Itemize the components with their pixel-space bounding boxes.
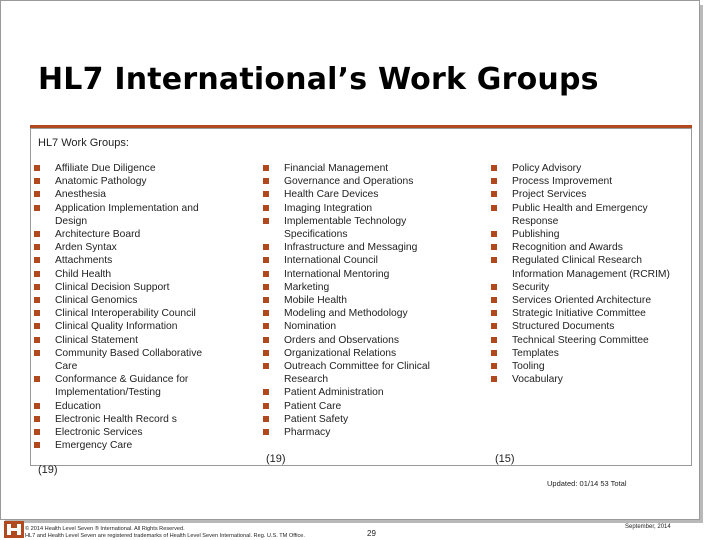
work-group-label: Process Improvement — [512, 176, 613, 188]
square-bullet-icon — [34, 323, 40, 329]
square-bullet-icon — [263, 389, 269, 395]
square-bullet-icon — [491, 337, 497, 343]
work-group-label: Project Services — [512, 189, 587, 201]
square-bullet-icon — [263, 310, 269, 316]
square-bullet-icon — [491, 363, 497, 369]
work-group-column-3 — [491, 162, 691, 386]
work-group-label: International Council — [284, 255, 378, 267]
work-group-label: Structured Documents — [512, 321, 615, 333]
work-group-item — [491, 334, 691, 347]
work-groups-heading: HL7 Work Groups: — [38, 137, 129, 149]
work-group-column-1 — [34, 162, 224, 452]
square-bullet-icon — [34, 244, 40, 250]
square-bullet-icon — [34, 403, 40, 409]
work-group-label: International Mentoring — [284, 268, 390, 280]
work-group-label: Mobile Health — [284, 295, 347, 307]
work-group-label: Strategic Initiative Committee — [512, 308, 646, 320]
square-bullet-icon — [491, 257, 497, 263]
work-group-item — [263, 294, 463, 307]
work-group-label: Arden Syntax — [55, 242, 117, 254]
work-group-item — [34, 307, 224, 320]
work-group-label: Child Health — [55, 268, 112, 280]
work-group-item — [263, 320, 463, 333]
work-group-label: Architecture Board — [55, 229, 141, 241]
work-group-item — [263, 400, 463, 413]
square-bullet-icon — [34, 442, 40, 448]
work-group-item — [34, 228, 224, 241]
work-group-label: Electronic Services — [55, 427, 143, 439]
work-group-item — [34, 373, 224, 399]
work-group-label: Attachments — [55, 255, 113, 267]
work-group-label: Pharmacy — [284, 427, 331, 439]
square-bullet-icon — [491, 350, 497, 356]
work-group-item — [263, 215, 463, 241]
work-group-item — [491, 254, 691, 280]
work-group-item — [263, 360, 463, 386]
square-bullet-icon — [34, 178, 40, 184]
work-group-label: Security — [512, 281, 550, 293]
work-group-label: Patient Administration — [284, 387, 384, 399]
square-bullet-icon — [491, 231, 497, 237]
footer-trademark: HL7 and Health Level Seven are registered trademarks of Health Level Seven International. Reg. U.S. TM Office. — [25, 533, 305, 539]
page-number: 29 — [367, 529, 376, 538]
work-group-label: Templates — [512, 347, 559, 359]
work-group-item — [263, 386, 463, 399]
work-group-label: Clinical Decision Support — [55, 281, 170, 293]
work-group-label: Anatomic Pathology — [55, 176, 147, 188]
square-bullet-icon — [263, 337, 269, 343]
square-bullet-icon — [491, 297, 497, 303]
work-group-item — [263, 307, 463, 320]
slide-title: HL7 International’s Work Groups — [38, 62, 599, 97]
square-bullet-icon — [263, 297, 269, 303]
work-group-item — [34, 294, 224, 307]
work-group-label: Publishing — [512, 229, 560, 241]
work-group-label: Recognition and Awards — [512, 242, 623, 254]
work-group-item — [491, 241, 691, 254]
work-group-label: Education — [55, 400, 101, 412]
work-group-label: Technical Steering Committee — [512, 334, 649, 346]
work-group-label: Policy Advisory — [512, 163, 582, 174]
square-bullet-icon — [34, 191, 40, 197]
column-2-count: (19) — [266, 453, 286, 465]
footer-copyright: © 2014 Health Level Seven ® International. All Rights Reserved. — [25, 526, 185, 532]
square-bullet-icon — [263, 429, 269, 435]
work-group-label: Clinical Statement — [55, 334, 138, 346]
square-bullet-icon — [491, 244, 497, 250]
work-group-item — [34, 413, 224, 426]
work-group-label: Services Oriented Architecture — [512, 295, 652, 307]
square-bullet-icon — [491, 376, 497, 382]
work-group-label: Clinical Genomics — [55, 295, 138, 307]
work-group-item — [263, 162, 463, 175]
work-group-label: Financial Management — [284, 163, 389, 174]
square-bullet-icon — [34, 205, 40, 211]
work-group-label: Public Health and Emergency Response — [512, 202, 648, 227]
work-group-item — [491, 347, 691, 360]
square-bullet-icon — [34, 376, 40, 382]
work-group-item — [491, 294, 691, 307]
work-group-label: Clinical Quality Information — [55, 321, 178, 333]
square-bullet-icon — [263, 178, 269, 184]
work-group-item — [34, 347, 224, 373]
square-bullet-icon — [34, 284, 40, 290]
square-bullet-icon — [34, 350, 40, 356]
work-group-item — [491, 175, 691, 188]
square-bullet-icon — [263, 205, 269, 211]
work-group-item — [263, 268, 463, 281]
work-group-label: Community Based Collaborative Care — [55, 347, 203, 373]
work-group-label: Anesthesia — [55, 189, 106, 201]
work-group-item — [34, 334, 224, 347]
square-bullet-icon — [34, 297, 40, 303]
work-group-item — [491, 320, 691, 333]
square-bullet-icon — [491, 205, 497, 211]
square-bullet-icon — [491, 323, 497, 329]
square-bullet-icon — [263, 271, 269, 277]
square-bullet-icon — [491, 178, 497, 184]
work-group-item — [34, 268, 224, 281]
work-group-item — [34, 162, 224, 175]
square-bullet-icon — [491, 165, 497, 171]
work-group-label: Application Implementation and Design — [55, 202, 199, 227]
square-bullet-icon — [263, 257, 269, 263]
work-group-item — [263, 188, 463, 201]
work-group-label: Health Care Devices — [284, 189, 379, 201]
work-group-label: Conformance & Guidance for Implementation/Testing — [55, 374, 189, 399]
work-group-item — [491, 162, 691, 175]
work-group-item — [263, 241, 463, 254]
work-group-label: Patient Safety — [284, 413, 349, 425]
work-group-item — [491, 202, 691, 228]
work-group-item — [34, 175, 224, 188]
work-group-item — [491, 360, 691, 373]
work-group-item — [34, 439, 224, 452]
square-bullet-icon — [263, 244, 269, 250]
column-1-count: (19) — [38, 464, 58, 476]
work-group-item — [263, 334, 463, 347]
work-group-label: Emergency Care — [55, 440, 133, 452]
work-group-label: Imaging Integration — [284, 202, 373, 214]
work-group-label: Orders and Observations — [284, 334, 400, 346]
updated-total: Updated: 01/14 53 Total — [547, 479, 627, 488]
work-group-item — [34, 254, 224, 267]
work-group-item — [491, 228, 691, 241]
square-bullet-icon — [34, 165, 40, 171]
work-group-item — [491, 281, 691, 294]
work-group-item — [263, 175, 463, 188]
square-bullet-icon — [491, 191, 497, 197]
work-group-label: Modeling and Methodology — [284, 308, 408, 320]
work-group-item — [34, 281, 224, 294]
footer-date: September, 2014 — [625, 524, 671, 530]
work-group-item — [263, 413, 463, 426]
square-bullet-icon — [263, 416, 269, 422]
work-group-label: Electronic Health Record s — [55, 413, 177, 425]
work-group-item — [263, 254, 463, 267]
square-bullet-icon — [34, 257, 40, 263]
square-bullet-icon — [263, 218, 269, 224]
work-group-label: Outreach Committee for Clinical Research — [284, 361, 430, 386]
work-group-label: Nomination — [284, 321, 337, 333]
work-group-item — [34, 202, 224, 228]
square-bullet-icon — [263, 403, 269, 409]
work-group-item — [491, 373, 691, 386]
work-group-item — [491, 188, 691, 201]
square-bullet-icon — [34, 429, 40, 435]
square-bullet-icon — [263, 323, 269, 329]
work-group-item — [263, 281, 463, 294]
work-group-column-2 — [263, 162, 463, 439]
square-bullet-icon — [263, 191, 269, 197]
work-group-item — [34, 320, 224, 333]
column-3-count: (15) — [495, 453, 515, 465]
work-group-item — [263, 426, 463, 439]
square-bullet-icon — [491, 310, 497, 316]
square-bullet-icon — [263, 165, 269, 171]
work-group-label: Patient Care — [284, 400, 342, 412]
work-group-label: Tooling — [512, 361, 545, 373]
work-group-label: Implementable Technology Specifications — [284, 215, 407, 241]
square-bullet-icon — [34, 231, 40, 237]
square-bullet-icon — [34, 337, 40, 343]
square-bullet-icon — [263, 284, 269, 290]
work-group-label: Affiliate Due Diligence — [55, 163, 156, 174]
work-group-item — [34, 426, 224, 439]
work-group-item — [34, 188, 224, 201]
work-group-label: Organizational Relations — [284, 347, 397, 359]
work-group-item — [34, 241, 224, 254]
work-group-label: Infrastructure and Messaging — [284, 242, 418, 254]
work-group-item — [34, 400, 224, 413]
work-group-label: Marketing — [284, 281, 330, 293]
square-bullet-icon — [263, 363, 269, 369]
work-group-item — [491, 307, 691, 320]
work-group-label: Vocabulary — [512, 374, 563, 386]
work-group-item — [263, 202, 463, 215]
hl7-logo-icon — [4, 521, 24, 538]
square-bullet-icon — [491, 284, 497, 290]
square-bullet-icon — [34, 416, 40, 422]
work-group-label: Clinical Interoperability Council — [55, 308, 196, 320]
square-bullet-icon — [34, 271, 40, 277]
work-group-label: Governance and Operations — [284, 176, 414, 188]
square-bullet-icon — [263, 350, 269, 356]
work-group-label: Regulated Clinical Research Information Management (RCRIM) — [512, 255, 670, 280]
square-bullet-icon — [34, 310, 40, 316]
work-group-item — [263, 347, 463, 360]
